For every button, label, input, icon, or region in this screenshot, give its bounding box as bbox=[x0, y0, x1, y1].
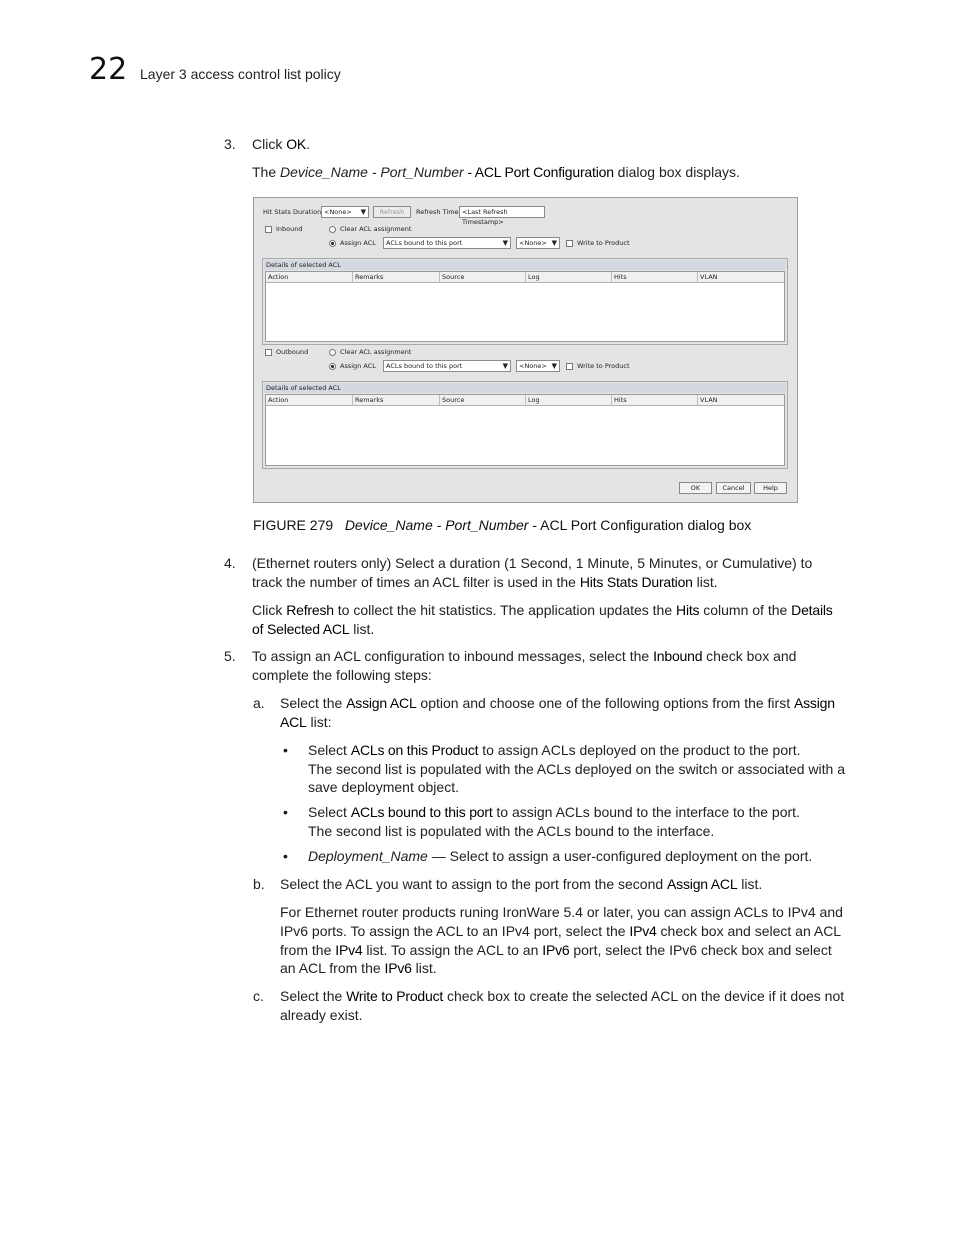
substep-a-line-2 bbox=[280, 713, 332, 732]
bullet-icon: • bbox=[283, 848, 288, 864]
text-fragment: The bbox=[252, 164, 281, 180]
text-fragment: list. bbox=[349, 621, 375, 637]
bullet-1-line-3: save deployment object. bbox=[308, 779, 459, 795]
step-5-line-2: complete the following steps: bbox=[252, 667, 432, 683]
ui-term-inbound: Inbound bbox=[653, 648, 703, 664]
text-fragment: port, select the IPv6 check box and select bbox=[569, 942, 832, 958]
text-fragment: — Select to assign a user-configured deployment on the port. bbox=[427, 848, 813, 864]
bullet-1-line-2: The second list is populated with the ACLs deployed on the switch or associated with a bbox=[308, 761, 845, 777]
ui-term-hit-stats-duration: Hits Stats Duration bbox=[579, 574, 693, 590]
figure-number: FIGURE 279 bbox=[253, 517, 334, 533]
text-fragment: to assign ACLs deployed on the product to the port. bbox=[478, 742, 801, 758]
inbound-label: Inbound bbox=[276, 225, 303, 233]
text-fragment: check box and bbox=[702, 648, 797, 664]
step-3-number: 3. bbox=[224, 136, 236, 152]
ui-term-ipv4: IPv4 bbox=[335, 942, 363, 958]
substep-c-line-2: already exist. bbox=[280, 1007, 363, 1023]
inbound-details-panel bbox=[262, 258, 788, 345]
dropdown-arrow-icon: ▼ bbox=[551, 239, 557, 247]
text-fragment: Select bbox=[308, 742, 351, 758]
step-3-dialog-intro bbox=[252, 163, 740, 182]
substep-b-line-1 bbox=[280, 875, 762, 894]
text-fragment: - bbox=[432, 517, 446, 533]
outbound-details-title: Details of selected ACL bbox=[264, 383, 786, 393]
text-fragment: dialog box displays. bbox=[613, 164, 740, 180]
substep-c-line-1 bbox=[280, 987, 844, 1006]
dropdown-arrow-icon: ▼ bbox=[360, 208, 366, 216]
inbound-write-to-product-checkbox[interactable] bbox=[566, 240, 573, 247]
substep-a-line-1 bbox=[280, 694, 835, 713]
text-fragment: from the bbox=[280, 942, 336, 958]
text-fragment: To assign an ACL configuration to inbound messages, select the bbox=[252, 648, 654, 664]
column-header[interactable]: Source bbox=[440, 395, 526, 406]
text-fragment: - bbox=[367, 164, 381, 180]
substep-b-para-2-line-3 bbox=[280, 941, 832, 960]
text-fragment: list. bbox=[411, 960, 437, 976]
substep-b-letter: b. bbox=[253, 876, 265, 892]
ui-term-hits: Hits bbox=[676, 602, 700, 618]
outbound-details-panel bbox=[262, 381, 788, 469]
ui-term-assign-acl: Assign ACL bbox=[667, 876, 738, 892]
text-fragment: an ACL from the bbox=[280, 960, 385, 976]
help-button[interactable]: Help bbox=[754, 482, 787, 494]
select-value: <None> bbox=[519, 362, 547, 370]
acl-port-configuration-dialog bbox=[253, 197, 798, 503]
ok-button[interactable]: OK bbox=[679, 482, 712, 494]
text-fragment: Click bbox=[252, 602, 287, 618]
substep-b-para-2-line-4 bbox=[280, 959, 437, 978]
text-fragment: Click bbox=[252, 136, 287, 152]
text-fragment: Select the bbox=[280, 695, 347, 711]
select-value: ACLs bound to this port bbox=[386, 362, 463, 370]
table-header bbox=[266, 272, 784, 283]
text-fragment: check box to create the selected ACL on the device if it does not bbox=[443, 988, 845, 1004]
italic-port-number: Port_Number bbox=[380, 164, 464, 180]
chapter-number: 22 bbox=[89, 52, 128, 87]
inbound-details-table bbox=[265, 271, 785, 342]
substep-a-letter: a. bbox=[253, 695, 265, 711]
text-fragment: to collect the hit statistics. The application updates the bbox=[333, 602, 677, 618]
ui-term-ok: OK bbox=[286, 136, 307, 152]
inbound-clear-acl-radio[interactable] bbox=[329, 226, 336, 233]
column-header[interactable]: VLAN bbox=[700, 273, 718, 281]
ui-term-acls-bound-to-this-port: ACLs bound to this port bbox=[350, 804, 493, 820]
step-4-number: 4. bbox=[224, 555, 236, 571]
text-fragment: list. To assign the ACL to an bbox=[362, 942, 543, 958]
text-fragment: column of the bbox=[699, 602, 792, 618]
text-fragment: option and choose one of the following options from the first bbox=[416, 695, 794, 711]
table-header bbox=[266, 395, 784, 406]
inbound-details-title: Details of selected ACL bbox=[264, 260, 786, 270]
column-header[interactable]: Log bbox=[526, 272, 612, 283]
outbound-checkbox[interactable] bbox=[265, 349, 272, 356]
ui-term-acls-on-this-product: ACLs on this Product bbox=[350, 742, 479, 758]
bullet-icon: • bbox=[283, 742, 288, 758]
outbound-assign-acl-radio[interactable] bbox=[329, 363, 336, 370]
substep-c-letter: c. bbox=[253, 988, 264, 1004]
inbound-clear-acl-label: Clear ACL assignment bbox=[340, 225, 412, 233]
outbound-clear-acl-radio[interactable] bbox=[329, 349, 336, 356]
ui-term-write-to-product: Write to Product bbox=[346, 988, 444, 1004]
chapter-title: Layer 3 access control list policy bbox=[140, 66, 341, 82]
ui-term-ipv6: IPv6 bbox=[542, 942, 570, 958]
italic-device-name: Device_Name bbox=[280, 164, 368, 180]
substep-b-para-2-line-1: For Ethernet router products runing IronWare 5.4 or later, you can assign ACLs to IPv4 and bbox=[280, 904, 843, 920]
text-fragment: Select the ACL you want to assign to the port from the second bbox=[280, 876, 668, 892]
inbound-assign-acl-radio[interactable] bbox=[329, 240, 336, 247]
ui-term-refresh: Refresh bbox=[286, 602, 334, 618]
ui-term-assign: Assign bbox=[793, 695, 835, 711]
bullet-2-line-2: The second list is populated with the ACLs bound to the interface. bbox=[308, 823, 715, 839]
outbound-clear-acl-label: Clear ACL assignment bbox=[340, 348, 412, 356]
refresh-time-field: <Last Refresh Timestamp> bbox=[459, 206, 545, 218]
step-4-line-1: (Ethernet routers only) Select a duration (1 Second, 1 Minute, 5 Minutes, or Cumulative) to bbox=[252, 555, 813, 571]
text-fragment: track the number of times an ACL filter is used in the bbox=[252, 574, 580, 590]
bullet-1-line-1 bbox=[308, 741, 801, 760]
step-4-line-2 bbox=[252, 573, 718, 592]
refresh-time-label: Refresh Time bbox=[416, 208, 459, 216]
inbound-assign-acl-select[interactable] bbox=[383, 237, 511, 249]
column-header[interactable]: Action bbox=[266, 395, 353, 406]
ui-term-ipv6: IPv6 bbox=[384, 960, 412, 976]
outbound-assign-acl-select[interactable] bbox=[383, 360, 511, 372]
italic-port-number: Port_Number bbox=[445, 517, 529, 533]
step-4-para-2-line-2 bbox=[252, 620, 374, 639]
text-fragment: to assign ACLs bound to the interface to the port. bbox=[492, 804, 800, 820]
inbound-checkbox[interactable] bbox=[265, 226, 272, 233]
column-header[interactable]: Hits bbox=[612, 395, 698, 406]
figure-caption bbox=[253, 517, 751, 533]
dropdown-arrow-icon: ▼ bbox=[502, 362, 508, 370]
select-value: ACLs bound to this port bbox=[386, 239, 463, 247]
step-3-text bbox=[252, 135, 310, 154]
text-fragment: list. bbox=[737, 876, 763, 892]
ui-term-of-selected-acl: of Selected ACL bbox=[252, 621, 350, 637]
text-fragment: IPv6 ports. To assign the ACL to an IPv4 port, select the bbox=[280, 923, 630, 939]
select-value: <None> bbox=[519, 239, 547, 247]
outbound-label: Outbound bbox=[276, 348, 309, 356]
ui-term-acl: ACL bbox=[280, 714, 307, 730]
outbound-details-table bbox=[265, 394, 785, 466]
cancel-button[interactable]: Cancel bbox=[716, 482, 751, 494]
hit-stats-duration-select[interactable] bbox=[321, 206, 369, 218]
text-fragment: check box and select an ACL bbox=[656, 923, 842, 939]
column-header[interactable]: Source bbox=[440, 272, 526, 283]
text-fragment: list. bbox=[692, 574, 718, 590]
column-header[interactable]: Remarks bbox=[353, 395, 440, 406]
dropdown-arrow-icon: ▼ bbox=[502, 239, 508, 247]
text-fragment: Select the bbox=[280, 988, 347, 1004]
select-value: <None> bbox=[324, 208, 352, 216]
dropdown-arrow-icon: ▼ bbox=[551, 362, 557, 370]
step-4-para-2-line-1 bbox=[252, 601, 833, 620]
substep-b-para-2-line-2 bbox=[280, 922, 841, 941]
italic-deployment-name: Deployment_Name bbox=[308, 848, 428, 864]
text-fragment: list: bbox=[306, 714, 332, 730]
italic-device-name: Device_Name bbox=[344, 517, 433, 533]
outbound-second-acl-select[interactable] bbox=[516, 360, 560, 372]
column-header[interactable]: Remarks bbox=[353, 272, 440, 283]
column-header[interactable]: Hits bbox=[612, 272, 698, 283]
outbound-write-to-product-checkbox[interactable] bbox=[566, 363, 573, 370]
ui-term-ipv4: IPv4 bbox=[629, 923, 657, 939]
ui-term-details: Details bbox=[791, 602, 833, 618]
bullet-2-line-1 bbox=[308, 803, 800, 822]
inbound-assign-acl-label: Assign ACL bbox=[340, 239, 376, 247]
text-fragment: Select bbox=[308, 804, 351, 820]
inbound-second-acl-select[interactable] bbox=[516, 237, 560, 249]
text-fragment: . bbox=[306, 136, 310, 152]
ui-term-dialog: - ACL Port Configuration bbox=[463, 164, 614, 180]
inbound-write-to-product-label: Write to Product bbox=[577, 239, 630, 247]
column-header[interactable]: VLAN bbox=[700, 396, 718, 404]
bullet-icon: • bbox=[283, 804, 288, 820]
column-header[interactable]: Action bbox=[266, 272, 353, 283]
refresh-button[interactable]: Refresh bbox=[373, 206, 411, 218]
ui-term-assign-acl: Assign ACL bbox=[346, 695, 417, 711]
step-5-line-1 bbox=[252, 647, 796, 666]
outbound-assign-acl-label: Assign ACL bbox=[340, 362, 376, 370]
column-header[interactable]: Log bbox=[526, 395, 612, 406]
step-5-number: 5. bbox=[224, 648, 236, 664]
hit-stats-duration-label: Hit Stats Duration bbox=[263, 208, 322, 216]
bullet-3-line-1 bbox=[308, 847, 812, 866]
text-fragment: - ACL Port Configuration dialog box bbox=[528, 517, 752, 533]
outbound-write-to-product-label: Write to Product bbox=[577, 362, 630, 370]
